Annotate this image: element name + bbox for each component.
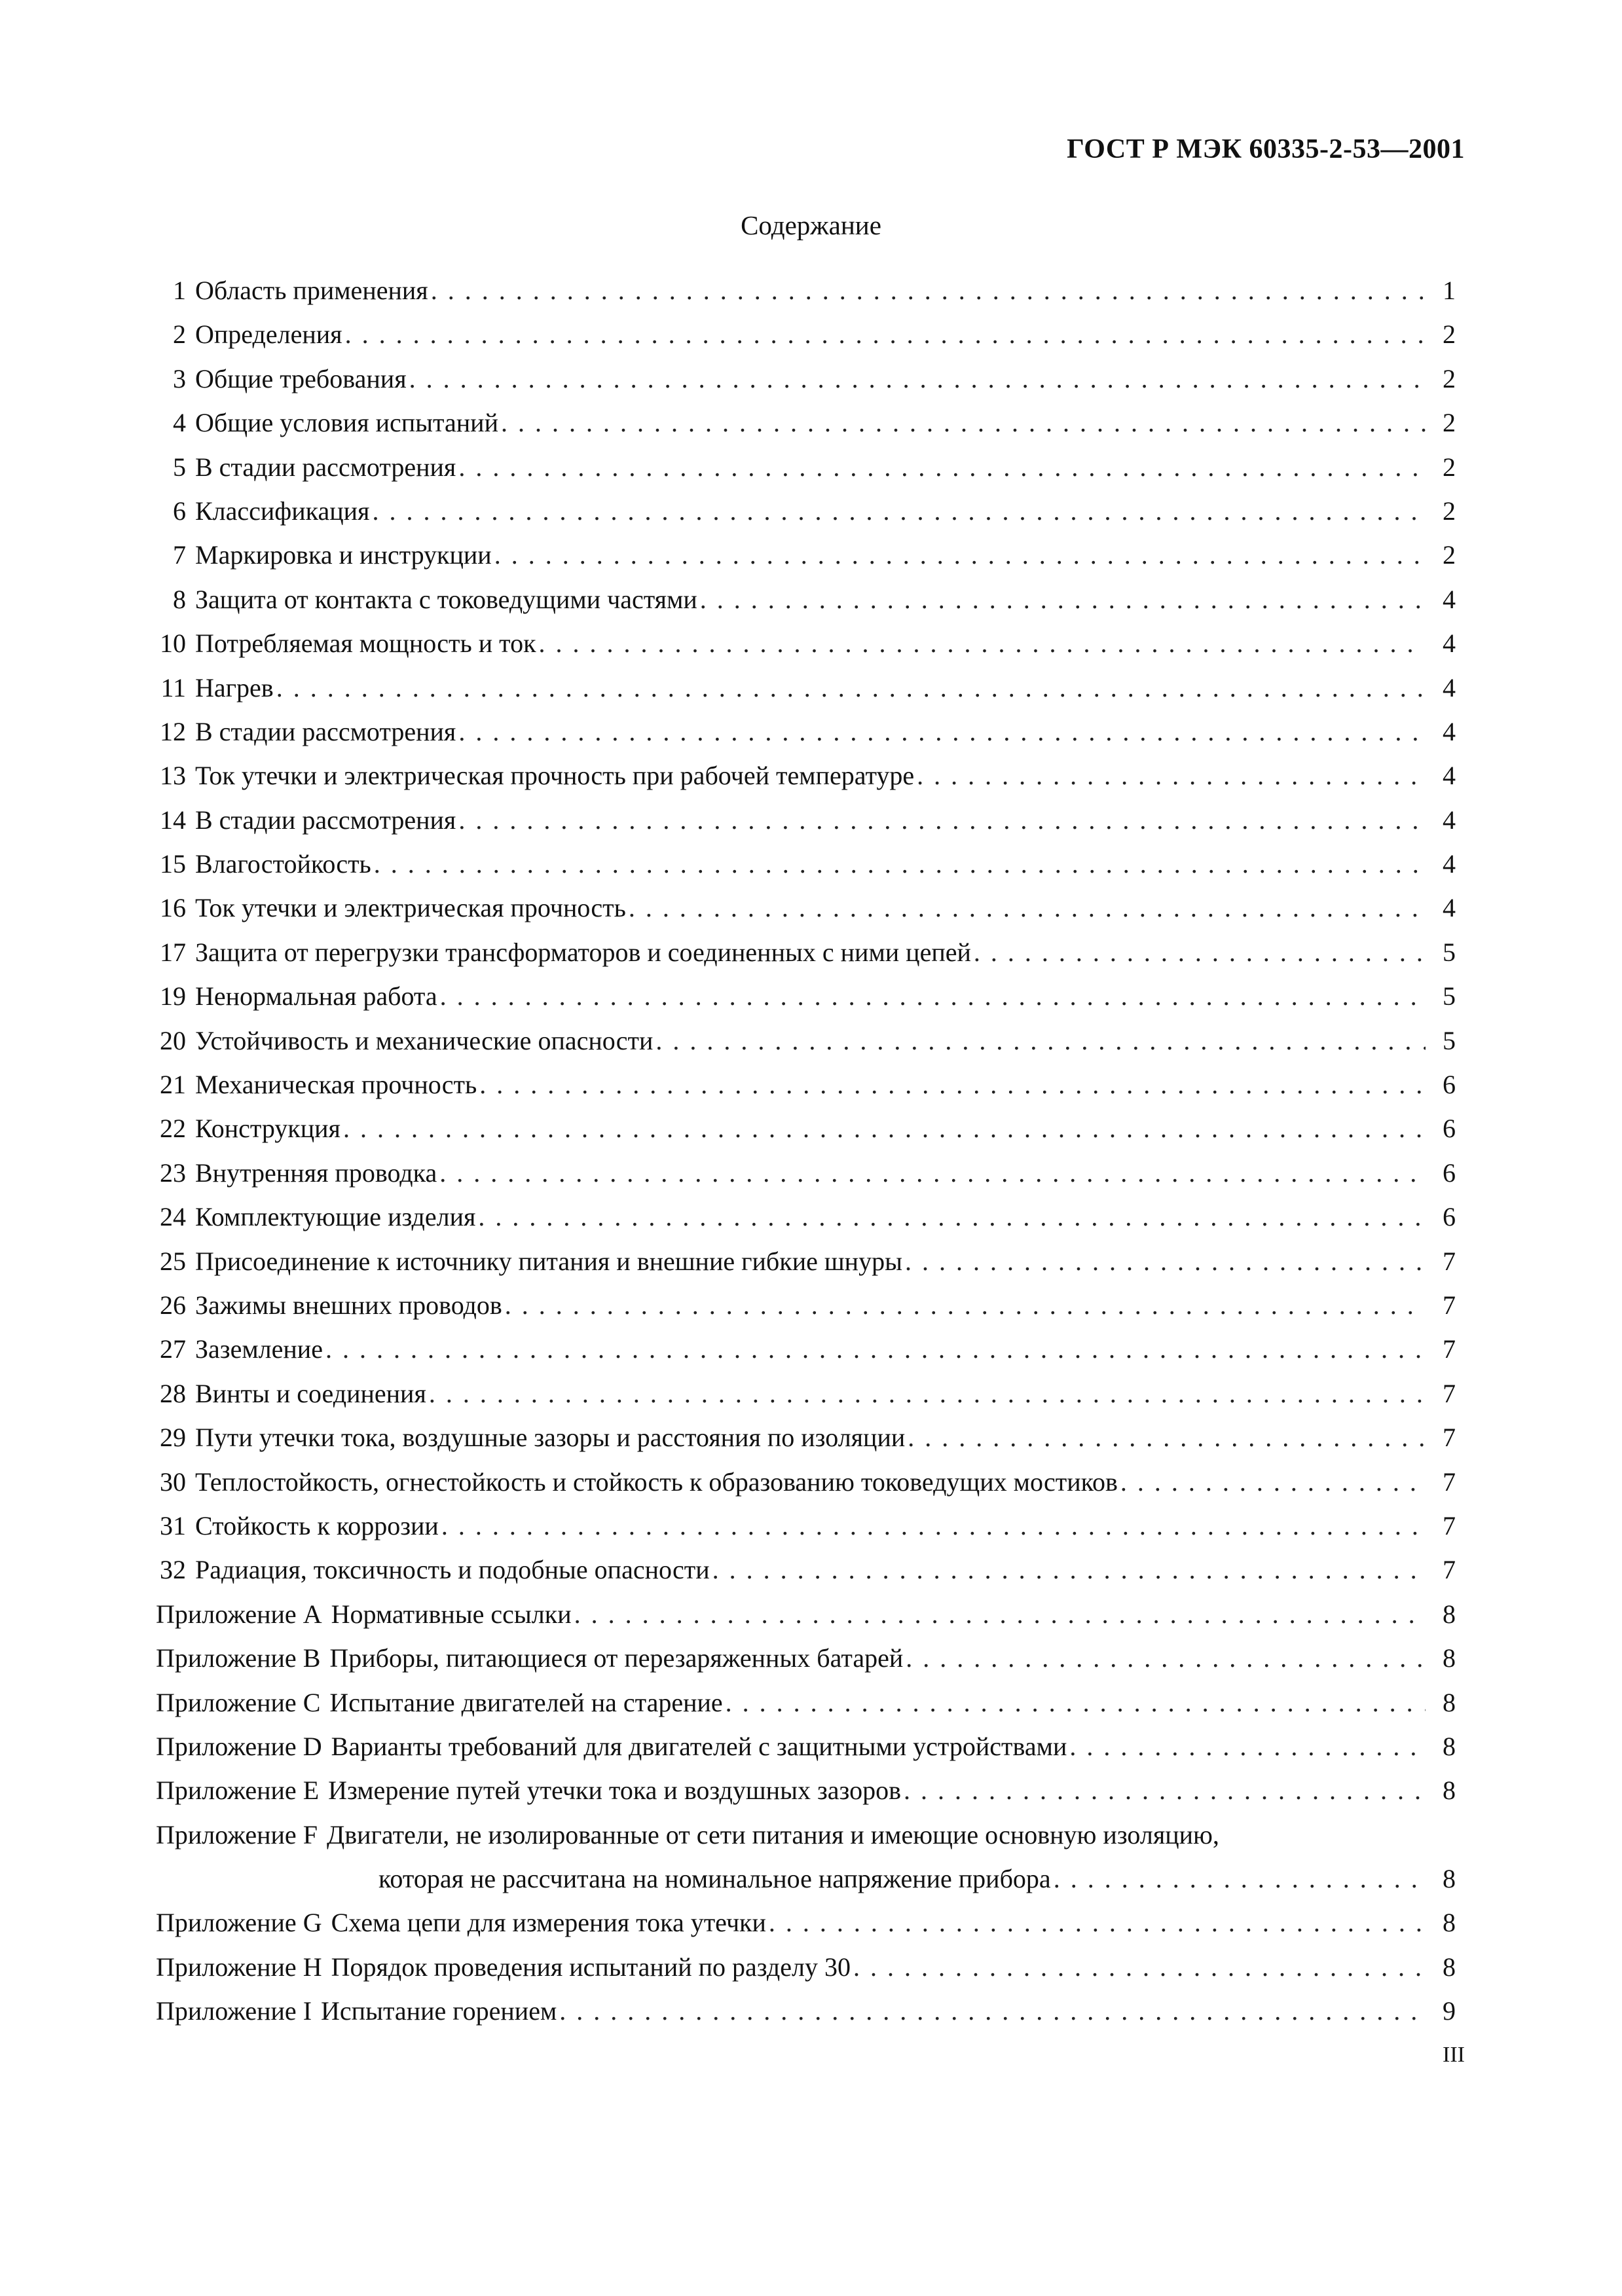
toc-entry-number: Приложение G <box>156 1908 322 1938</box>
toc-entry[interactable] <box>156 842 1456 886</box>
toc-entry-page: 1 <box>1443 276 1456 305</box>
toc-entry-number: 3 <box>173 363 186 393</box>
toc-entry-number: 25 <box>160 1246 186 1276</box>
document-header-id: ГОСТ Р МЭК 60335-2-53—2001 <box>1067 134 1465 164</box>
toc-dot-leader <box>372 489 1426 533</box>
toc-appendix-entry[interactable] <box>156 1813 1456 1857</box>
toc-dot-leader <box>494 533 1426 577</box>
toc-entry-page: 8 <box>1443 1864 1456 1894</box>
toc-dot-leader <box>440 974 1426 1018</box>
toc-entry-number: 32 <box>160 1555 186 1585</box>
toc-entry-title: Теплостойкость, огнестойкость и стойкость к образованию токоведущих мостиков <box>195 1467 1118 1497</box>
toc-dot-leader <box>343 1106 1426 1150</box>
toc-entry[interactable] <box>156 1195 1456 1239</box>
toc-entry-title: Маркировка и инструкции <box>195 540 492 570</box>
toc-entry-title: Механическая прочность <box>195 1070 477 1100</box>
toc-entry-title: Присоединение к источнику питания и внешние гибкие шнуры <box>195 1246 902 1276</box>
toc-dot-leader <box>559 1989 1426 2033</box>
toc-entry-page: 4 <box>1443 849 1456 879</box>
toc-entry-title: Конструкция <box>195 1114 341 1144</box>
toc-entry-title: Ненормальная работа <box>195 981 437 1011</box>
toc-entry-title: Определения <box>195 319 342 350</box>
toc-entry-page: 2 <box>1443 319 1456 350</box>
toc-appendix-entry[interactable] <box>156 1901 1456 1944</box>
toc-entry-page: 9 <box>1443 1996 1456 2026</box>
toc-entry-number: 7 <box>173 540 186 570</box>
toc-entry[interactable] <box>156 1106 1456 1150</box>
toc-entry-title: Комплектующие изделия <box>195 1202 476 1232</box>
toc-entry-number: Приложение B <box>156 1643 321 1673</box>
toc-entry[interactable] <box>156 1548 1456 1592</box>
toc-entry-page: 2 <box>1443 540 1456 570</box>
toc-entry-number: 27 <box>160 1334 186 1364</box>
toc-entry-title: Заземление <box>195 1334 323 1364</box>
toc-dot-leader <box>505 1283 1426 1327</box>
toc-dot-leader <box>458 798 1426 842</box>
toc-entry-page: 7 <box>1443 1246 1456 1276</box>
toc-entry-title: Испытание горением <box>321 1996 557 2026</box>
toc-entry-number: 4 <box>173 408 186 438</box>
toc-entry-page: 2 <box>1443 363 1456 393</box>
toc-entry-page: 4 <box>1443 629 1456 659</box>
toc-dot-leader <box>431 268 1426 312</box>
toc-entry-page: 4 <box>1443 805 1456 835</box>
toc-entry-title: Ток утечки и электрическая прочность при рабочей температуре <box>195 761 915 791</box>
toc-dot-leader <box>439 1151 1426 1195</box>
toc-dot-leader <box>429 1372 1426 1415</box>
toc-dot-leader <box>539 621 1426 665</box>
toc-entry-title: Стойкость к коррозии <box>195 1510 439 1540</box>
table-of-contents <box>156 268 1456 2033</box>
toc-entry-page: 6 <box>1443 1114 1456 1144</box>
toc-entry-page: 7 <box>1443 1290 1456 1320</box>
toc-entry-title: которая не рассчитана на номинальное напряжение прибора <box>378 1864 1051 1894</box>
toc-entry-page: 4 <box>1443 716 1456 746</box>
toc-dot-leader <box>908 1415 1426 1459</box>
toc-entry-page: 7 <box>1443 1555 1456 1585</box>
toc-entry[interactable] <box>156 357 1456 401</box>
toc-entry-number: 2 <box>173 319 186 350</box>
toc-appendix-entry[interactable] <box>156 1768 1456 1812</box>
toc-entry-title: Схема цепи для измерения тока утечки <box>331 1908 766 1938</box>
toc-entry-title: Ток утечки и электрическая прочность <box>195 893 626 923</box>
toc-entry-title: Приборы, питающиеся от перезаряженных батарей <box>329 1643 904 1673</box>
toc-entry-number: Приложение C <box>156 1687 321 1717</box>
toc-dot-leader <box>345 312 1426 356</box>
toc-entry-page: 4 <box>1443 672 1456 702</box>
toc-entry-page: 7 <box>1443 1510 1456 1540</box>
toc-dot-leader <box>276 666 1426 710</box>
toc-entry[interactable] <box>156 489 1456 533</box>
toc-entry-number: 19 <box>160 981 186 1011</box>
toc-entry[interactable] <box>156 312 1456 356</box>
toc-entry-page: 8 <box>1443 1643 1456 1673</box>
toc-entry-title: Нормативные ссылки <box>331 1599 572 1629</box>
toc-entry-number: 14 <box>160 805 186 835</box>
toc-entry[interactable] <box>156 533 1456 577</box>
toc-entry[interactable] <box>156 1063 1456 1106</box>
toc-entry-page: 2 <box>1443 496 1456 526</box>
toc-entry-number: 13 <box>160 761 186 791</box>
toc-entry-page: 2 <box>1443 408 1456 438</box>
toc-entry-page: 7 <box>1443 1378 1456 1408</box>
toc-entry-number: 21 <box>160 1070 186 1100</box>
toc-entry-number: 30 <box>160 1467 186 1497</box>
toc-appendix-entry[interactable] <box>156 1989 1456 2033</box>
toc-entry-number: 5 <box>173 452 186 482</box>
toc-appendix-entry[interactable] <box>156 1636 1456 1680</box>
toc-entry-page: 6 <box>1443 1157 1456 1188</box>
toc-entry-page: 7 <box>1443 1423 1456 1453</box>
toc-entry[interactable] <box>156 621 1456 665</box>
toc-entry[interactable] <box>156 1415 1456 1459</box>
toc-entry-title: Внутренняя проводка <box>195 1157 437 1188</box>
toc-entry-title: В стадии рассмотрения <box>195 452 456 482</box>
toc-entry-number: 11 <box>160 672 186 702</box>
toc-entry[interactable] <box>156 666 1456 710</box>
toc-dot-leader <box>458 445 1426 489</box>
toc-dot-leader <box>1069 1724 1426 1768</box>
toc-appendix-entry[interactable] <box>156 1945 1456 1989</box>
toc-entry[interactable] <box>156 1019 1456 1063</box>
toc-entry[interactable] <box>156 1239 1456 1283</box>
toc-entry-title: Защита от контакта с токоведущими частями <box>195 584 697 614</box>
toc-entry-title: Пути утечки тока, воздушные зазоры и расстояния по изоляции <box>195 1423 906 1453</box>
toc-entry-number: 15 <box>160 849 186 879</box>
toc-entry-title: Винты и соединения <box>195 1378 426 1408</box>
toc-dot-leader <box>906 1636 1426 1680</box>
toc-entry-title: Нагрев <box>195 672 274 702</box>
toc-entry[interactable] <box>156 1460 1456 1504</box>
toc-dot-leader <box>325 1327 1426 1371</box>
toc-entry[interactable] <box>156 401 1456 445</box>
toc-dot-leader <box>479 1063 1426 1106</box>
toc-dot-leader <box>574 1592 1426 1636</box>
toc-entry-title: Устойчивость и механические опасности <box>195 1025 654 1055</box>
toc-dot-leader <box>769 1901 1426 1944</box>
toc-dot-leader <box>853 1945 1426 1989</box>
toc-entry-number: 23 <box>160 1157 186 1188</box>
toc-entry[interactable] <box>156 710 1456 754</box>
toc-entry-page: 8 <box>1443 1776 1456 1806</box>
toc-entry-title: В стадии рассмотрения <box>195 805 456 835</box>
page-number: III <box>1443 2043 1465 2067</box>
toc-entry[interactable] <box>156 445 1456 489</box>
toc-entry-title: Потребляемая мощность и ток <box>195 629 536 659</box>
toc-entry[interactable] <box>156 930 1456 974</box>
toc-entry-page: 5 <box>1443 937 1456 967</box>
toc-entry-number: 26 <box>160 1290 186 1320</box>
toc-dot-leader <box>441 1504 1426 1548</box>
toc-appendix-entry[interactable] <box>156 1724 1456 1768</box>
toc-dot-leader <box>917 754 1426 797</box>
toc-dot-leader <box>1054 1857 1426 1901</box>
toc-entry[interactable] <box>156 798 1456 842</box>
toc-entry-number: 31 <box>160 1510 186 1540</box>
toc-entry-title: Варианты требований для двигателей с защитными устройствами <box>331 1731 1067 1761</box>
toc-entry-title: Влагостойкость <box>195 849 371 879</box>
toc-entry-page: 8 <box>1443 1687 1456 1717</box>
toc-entry-number: Приложение A <box>156 1599 322 1629</box>
toc-dot-leader <box>904 1768 1426 1812</box>
toc-entry-number: 20 <box>160 1025 186 1055</box>
toc-entry-title: Защита от перегрузки трансформаторов и соединенных с ними цепей <box>195 937 971 967</box>
toc-entry[interactable] <box>156 1151 1456 1195</box>
toc-entry-page: 2 <box>1443 452 1456 482</box>
toc-entry-number: 1 <box>173 276 186 305</box>
toc-entry[interactable] <box>156 886 1456 930</box>
toc-entry[interactable] <box>156 268 1456 312</box>
toc-entry-title: Испытание двигателей на старение <box>329 1687 723 1717</box>
toc-entry-number: 8 <box>173 584 186 614</box>
toc-entry-page: 4 <box>1443 761 1456 791</box>
toc-dot-leader <box>478 1195 1426 1239</box>
toc-dot-leader <box>726 1681 1426 1724</box>
toc-entry-page: 7 <box>1443 1334 1456 1364</box>
toc-entry-page: 8 <box>1443 1731 1456 1761</box>
toc-entry-number: 24 <box>160 1202 186 1232</box>
toc-dot-leader <box>974 930 1426 974</box>
toc-entry-number: 12 <box>160 716 186 746</box>
toc-dot-leader <box>1120 1460 1426 1504</box>
toc-dot-leader <box>629 886 1426 930</box>
toc-title: Содержание <box>741 210 881 240</box>
toc-dot-leader <box>655 1019 1426 1063</box>
toc-entry[interactable] <box>156 1504 1456 1548</box>
toc-entry-page: 4 <box>1443 893 1456 923</box>
toc-entry-number: Приложение E <box>156 1776 320 1806</box>
toc-appendix-entry[interactable] <box>156 1681 1456 1724</box>
toc-entry-title: Область применения <box>195 276 428 305</box>
toc-entry[interactable] <box>156 1372 1456 1415</box>
toc-entry-title: Классификация <box>195 496 370 526</box>
toc-entry-page: 8 <box>1443 1952 1456 1982</box>
toc-entry-number: 17 <box>160 937 186 967</box>
toc-entry-title: Радиация, токсичность и подобные опасности <box>195 1555 710 1585</box>
toc-dot-leader <box>905 1239 1426 1283</box>
toc-entry-number: 28 <box>160 1378 186 1408</box>
toc-entry-title: Двигатели, не изолированные от сети питания и имеющие основную изоляцию, <box>326 1819 1219 1850</box>
toc-entry-number: 29 <box>160 1423 186 1453</box>
toc-dot-leader <box>712 1548 1426 1592</box>
toc-dot-leader <box>458 710 1426 754</box>
toc-entry-page: 5 <box>1443 1025 1456 1055</box>
toc-dot-leader <box>409 357 1426 401</box>
toc-dot-leader <box>501 401 1426 445</box>
toc-appendix-entry-continuation[interactable] <box>156 1857 1456 1901</box>
toc-entry-number: 6 <box>173 496 186 526</box>
toc-entry-page: 7 <box>1443 1467 1456 1497</box>
toc-entry-number: 22 <box>160 1114 186 1144</box>
toc-dot-leader <box>700 577 1426 621</box>
toc-entry-page: 5 <box>1443 981 1456 1011</box>
toc-entry-page: 4 <box>1443 584 1456 614</box>
toc-entry-title: Общие требования <box>195 363 407 393</box>
toc-entry-title: Измерение путей утечки тока и воздушных зазоров <box>328 1776 901 1806</box>
toc-dot-leader <box>374 842 1426 886</box>
toc-entry-title: Зажимы внешних проводов <box>195 1290 502 1320</box>
toc-entry-page: 6 <box>1443 1070 1456 1100</box>
toc-entry-title: В стадии рассмотрения <box>195 716 456 746</box>
toc-entry[interactable] <box>156 754 1456 797</box>
toc-entry-number: Приложение D <box>156 1731 322 1761</box>
toc-appendix-entry[interactable] <box>156 1592 1456 1636</box>
toc-entry[interactable] <box>156 1283 1456 1327</box>
toc-entry[interactable] <box>156 974 1456 1018</box>
toc-entry-number: 10 <box>160 629 186 659</box>
toc-entry-page: 8 <box>1443 1908 1456 1938</box>
toc-entry-title: Общие условия испытаний <box>195 408 498 438</box>
toc-entry-number: 16 <box>160 893 186 923</box>
toc-entry-title: Порядок проведения испытаний по разделу 30 <box>331 1952 851 1982</box>
toc-entry[interactable] <box>156 577 1456 621</box>
toc-entry-page: 8 <box>1443 1599 1456 1629</box>
toc-entry-number: Приложение H <box>156 1952 322 1982</box>
toc-entry[interactable] <box>156 1327 1456 1371</box>
toc-entry-page: 6 <box>1443 1202 1456 1232</box>
toc-entry-number: Приложение F <box>156 1819 318 1850</box>
toc-entry-number: Приложение I <box>156 1996 312 2026</box>
